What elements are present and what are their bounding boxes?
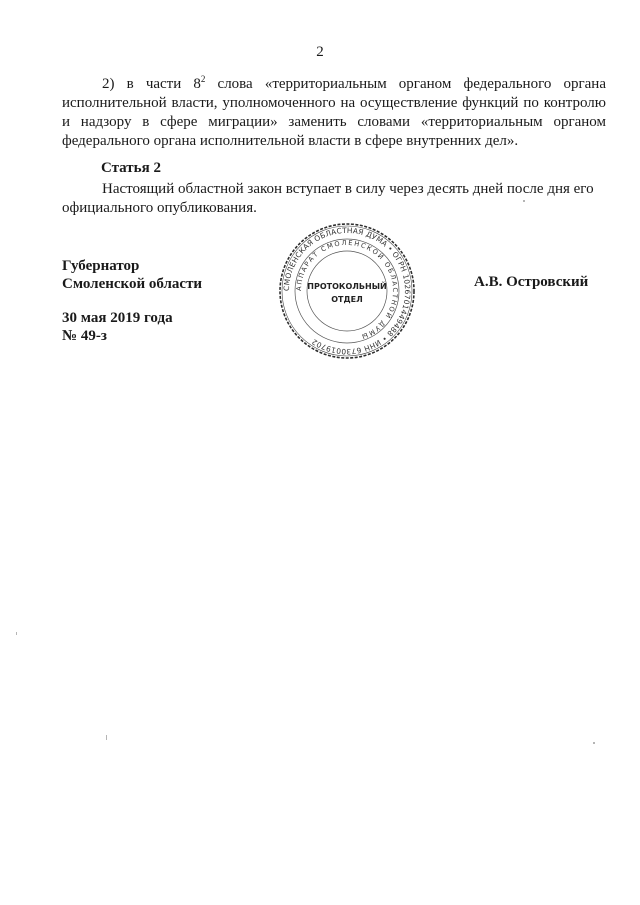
page-number: 2	[316, 44, 324, 60]
seal-graphic	[278, 222, 416, 360]
seal-inner-ring	[307, 251, 387, 331]
seal-center-line2: ОТДЕЛ	[331, 295, 363, 304]
amendment-paragraph	[62, 75, 606, 151]
signatory-title-line2: Смоленской области	[62, 276, 203, 292]
amendment-superscript: 2	[200, 74, 206, 84]
amendment-paragraph-start: 2) в части 8	[102, 76, 201, 92]
seal-inner-text: АППАРАТ СМОЛЕНСКОЙ ОБЛАСТНОЙ ДУМЫ	[294, 238, 400, 341]
scan-speck	[16, 632, 17, 635]
seal-center-line1: ПРОТОКОЛЬНЫЙ	[307, 282, 387, 291]
signatory-title-line1: Губернатор	[62, 258, 140, 274]
seal-outer-text: СМОЛЕНСКАЯ ОБЛАСТНАЯ ДУМА • ОГРН 1026701449488 • ИНН 6730019702	[281, 225, 413, 357]
amendment-paragraph-rest: слова «территориальным органом федерального органа исполнительной власти, уполномоченного на осуществление функций по контролю и надзору в сфере миграции» заменить словами «территориальным органом федерального органа исполнительной власти в сфере внутренних дел».	[62, 76, 606, 149]
article-heading: Статья 2	[101, 160, 161, 176]
signatory-name: А.В. Островский	[474, 274, 589, 290]
scan-speck	[106, 735, 107, 740]
law-number: № 49-з	[62, 328, 107, 344]
official-seal-stamp	[278, 222, 416, 360]
signing-date: 30 мая 2019 года	[62, 310, 173, 326]
scan-speck	[523, 200, 525, 202]
article-body-paragraph: Настоящий областной закон вступает в силу через десять дней после дня его официального опубликования.	[62, 181, 594, 216]
scan-speck	[593, 742, 595, 744]
